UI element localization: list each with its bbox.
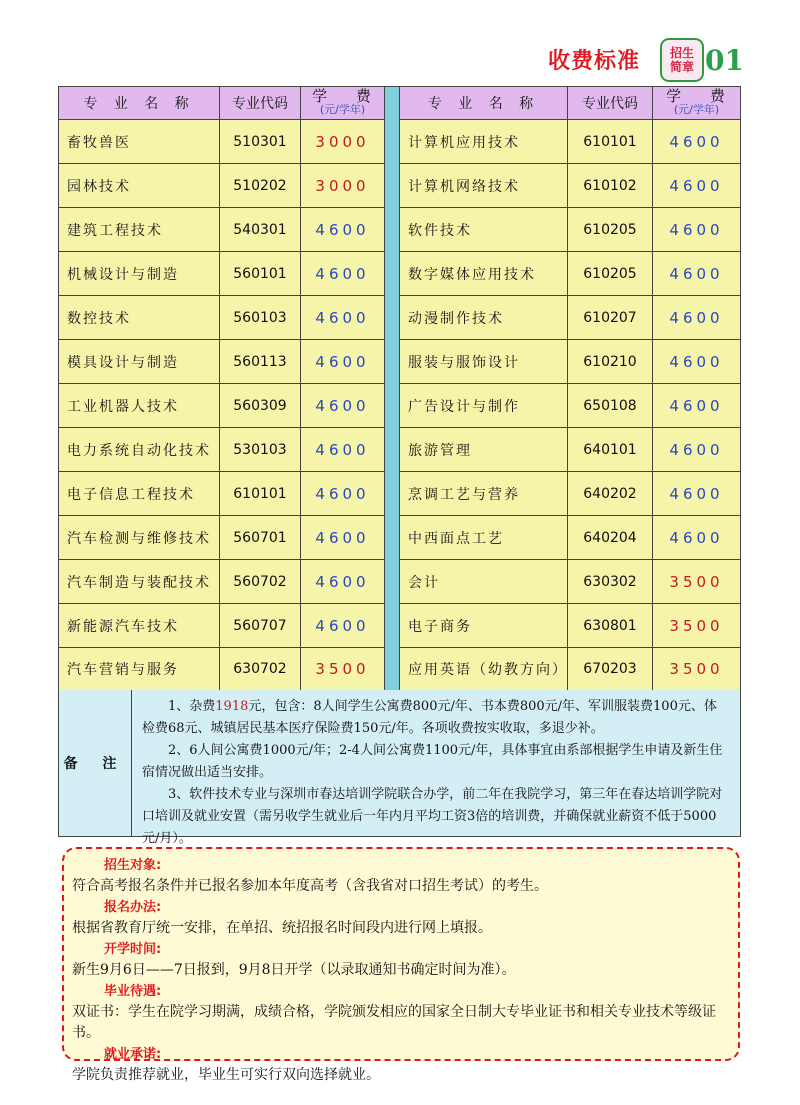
major-name: 电力系统自动化技术 xyxy=(59,428,220,471)
table-row xyxy=(400,164,740,208)
major-code: 640202 xyxy=(568,472,653,515)
major-name: 园林技术 xyxy=(59,164,220,207)
major-code: 560101 xyxy=(220,252,301,295)
seal-text-top: 招生 xyxy=(669,46,694,60)
major-code: 530103 xyxy=(220,428,301,471)
misc-fee-amount: 1918 xyxy=(215,699,249,714)
note-item-2: 2、6人间公寓费1000元/年；2-4人间公寓费1100元/年，具体事宜由系部根据学生申请及新生住宿情况做出适当安排。 xyxy=(142,743,723,780)
job-text: 学院负责推荐就业，毕业生可实行双向选择就业。 xyxy=(72,1067,380,1083)
table-row xyxy=(59,472,384,516)
table-row xyxy=(59,428,384,472)
major-name: 广告设计与制作 xyxy=(400,384,568,427)
header-fee-unit: (元/学年) xyxy=(673,103,720,116)
admission-info-box xyxy=(62,847,740,1083)
major-code: 610205 xyxy=(568,252,653,295)
header-fee xyxy=(653,87,740,119)
tuition-fee: 4600 xyxy=(315,308,370,327)
table-row xyxy=(400,384,740,428)
tuition-fee: 3500 xyxy=(669,616,724,635)
major-code: 610207 xyxy=(568,296,653,339)
tuition-fee: 4600 xyxy=(669,132,724,151)
tuition-fee: 4600 xyxy=(669,484,724,503)
major-code: 640101 xyxy=(568,428,653,471)
note-item-1-rest: 元，包含：8人间学生公寓费800元/年、书本费800元/年、军训服装费100元、体检费68元、城镇居民基本医疗保险费150元/年。各项收费按实收取，多退少补。 xyxy=(142,699,717,736)
major-name: 烹调工艺与营养 xyxy=(400,472,568,515)
tuition-fee: 4600 xyxy=(669,220,724,239)
major-code: 560701 xyxy=(220,516,301,559)
major-code: 510202 xyxy=(220,164,301,207)
table-row xyxy=(59,120,384,164)
tuition-fee: 3500 xyxy=(669,572,724,591)
major-code: 540301 xyxy=(220,208,301,251)
table-row xyxy=(400,516,740,560)
major-code: 610102 xyxy=(568,164,653,207)
major-code: 560309 xyxy=(220,384,301,427)
tuition-fee: 4600 xyxy=(315,220,370,239)
table-row xyxy=(400,296,740,340)
table-row xyxy=(59,296,384,340)
tuition-fee: 4600 xyxy=(669,264,724,283)
major-code: 630702 xyxy=(220,648,301,690)
table-row xyxy=(400,472,740,516)
fee-table xyxy=(58,86,741,691)
major-name: 机械设计与制造 xyxy=(59,252,220,295)
grad-heading: 毕业待遇: xyxy=(104,984,162,999)
header-fee-unit: (元/学年) xyxy=(319,103,366,116)
notes-label: 备 注 xyxy=(59,690,132,836)
major-name: 电子信息工程技术 xyxy=(59,472,220,515)
target-heading: 招生对象: xyxy=(104,858,162,873)
major-name: 建筑工程技术 xyxy=(59,208,220,251)
major-code: 630302 xyxy=(568,560,653,603)
table-row xyxy=(400,340,740,384)
table-row xyxy=(59,252,384,296)
header-major-code: 专业代码 xyxy=(220,87,301,119)
table-header xyxy=(400,87,740,120)
start-text: 新生9月6日——7日报到，9月8日开学（以录取通知书确定时间为准）。 xyxy=(72,962,516,978)
header-major-name: 专 业 名 称 xyxy=(400,87,568,119)
table-row xyxy=(400,252,740,296)
seal-text-bottom: 简章 xyxy=(669,60,694,74)
tuition-fee: 4600 xyxy=(669,528,724,547)
tuition-fee: 3500 xyxy=(669,660,724,678)
tuition-fee: 3500 xyxy=(315,660,370,678)
note-item-3: 3、软件技术专业与深圳市春达培训学院联合办学，前二年在我院学习，第三年在春达培训学院对口培训及就业安置（需另收学生就业后一年内月平均工资3倍的培训费，并确保就业薪资不低于5000元/月）。 xyxy=(142,787,723,846)
tuition-fee: 3000 xyxy=(315,176,370,195)
target-text: 符合高考报名条件并已报名参加本年度高考（含我省对口招生考试）的考生。 xyxy=(72,878,548,894)
table-row xyxy=(59,516,384,560)
header-fee-label: 学 费 xyxy=(312,87,383,105)
major-name: 服装与服饰设计 xyxy=(400,340,568,383)
major-name: 新能源汽车技术 xyxy=(59,604,220,647)
tuition-fee: 4600 xyxy=(315,484,370,503)
fee-table-left xyxy=(59,87,384,690)
major-name: 数字媒体应用技术 xyxy=(400,252,568,295)
major-code: 610101 xyxy=(220,472,301,515)
tuition-fee: 3000 xyxy=(315,132,370,151)
page-number: 01 xyxy=(705,44,744,77)
note-item-1-prefix: 1、杂费 xyxy=(168,699,216,714)
major-name: 畜牧兽医 xyxy=(59,120,220,163)
job-heading: 就业承诺: xyxy=(104,1047,162,1062)
major-name: 软件技术 xyxy=(400,208,568,251)
apply-text: 根据省教育厅统一安排，在单招、统招报名时间段内进行网上填报。 xyxy=(72,920,492,936)
major-name: 中西面点工艺 xyxy=(400,516,568,559)
major-name: 工业机器人技术 xyxy=(59,384,220,427)
tuition-fee: 4600 xyxy=(315,616,370,635)
major-code: 640204 xyxy=(568,516,653,559)
apply-heading: 报名办法: xyxy=(104,900,162,915)
major-name: 动漫制作技术 xyxy=(400,296,568,339)
tuition-fee: 4600 xyxy=(669,396,724,415)
major-code: 610101 xyxy=(568,120,653,163)
major-code: 630801 xyxy=(568,604,653,647)
tuition-fee: 4600 xyxy=(669,176,724,195)
tuition-fee: 4600 xyxy=(315,440,370,459)
major-code: 560707 xyxy=(220,604,301,647)
table-row xyxy=(400,208,740,252)
major-code: 560103 xyxy=(220,296,301,339)
table-row xyxy=(400,560,740,604)
table-header xyxy=(59,87,384,120)
brochure-seal xyxy=(660,38,704,82)
table-row xyxy=(59,340,384,384)
major-name: 模具设计与制造 xyxy=(59,340,220,383)
major-code: 610210 xyxy=(568,340,653,383)
major-name: 计算机网络技术 xyxy=(400,164,568,207)
grad-text: 双证书：学生在院学习期满，成绩合格，学院颁发相应的国家全日制大专毕业证书和相关专业技术等级证书。 xyxy=(72,1004,716,1041)
table-divider xyxy=(384,87,400,690)
major-name: 汽车制造与装配技术 xyxy=(59,560,220,603)
header-fee-label: 学 费 xyxy=(666,87,737,105)
major-name: 汽车营销与服务 xyxy=(59,648,220,690)
major-code: 560702 xyxy=(220,560,301,603)
table-row xyxy=(59,208,384,252)
notes-section xyxy=(58,690,741,846)
tuition-fee: 4600 xyxy=(315,352,370,371)
table-row xyxy=(400,604,740,648)
table-row xyxy=(59,604,384,648)
table-row xyxy=(400,648,740,690)
start-heading: 开学时间: xyxy=(104,942,162,957)
table-row xyxy=(59,164,384,208)
page-title: 收费标准 xyxy=(548,49,641,74)
tuition-fee: 4600 xyxy=(669,352,724,371)
table-row xyxy=(59,560,384,604)
fee-table-right xyxy=(400,87,740,690)
major-code: 610205 xyxy=(568,208,653,251)
major-name: 会计 xyxy=(400,560,568,603)
tuition-fee: 4600 xyxy=(315,396,370,415)
table-row xyxy=(400,120,740,164)
major-name: 汽车检测与维修技术 xyxy=(59,516,220,559)
table-row xyxy=(400,428,740,472)
major-name: 计算机应用技术 xyxy=(400,120,568,163)
major-name: 电子商务 xyxy=(400,604,568,647)
header-fee xyxy=(301,87,384,119)
tuition-fee: 4600 xyxy=(315,264,370,283)
note-item-1 xyxy=(142,696,728,740)
header-major-code: 专业代码 xyxy=(568,87,653,119)
tuition-fee: 4600 xyxy=(315,528,370,547)
major-name: 数控技术 xyxy=(59,296,220,339)
notes-body xyxy=(132,690,740,846)
major-code: 560113 xyxy=(220,340,301,383)
header-major-name: 专 业 名 称 xyxy=(59,87,220,119)
major-name: 旅游管理 xyxy=(400,428,568,471)
table-row xyxy=(59,384,384,428)
major-code: 670203 xyxy=(568,648,653,690)
table-row xyxy=(59,648,384,690)
major-name: 应用英语（幼教方向） xyxy=(400,648,568,690)
tuition-fee: 4600 xyxy=(669,308,724,327)
tuition-fee: 4600 xyxy=(315,572,370,591)
major-code: 650108 xyxy=(568,384,653,427)
major-code: 510301 xyxy=(220,120,301,163)
tuition-fee: 4600 xyxy=(669,440,724,459)
